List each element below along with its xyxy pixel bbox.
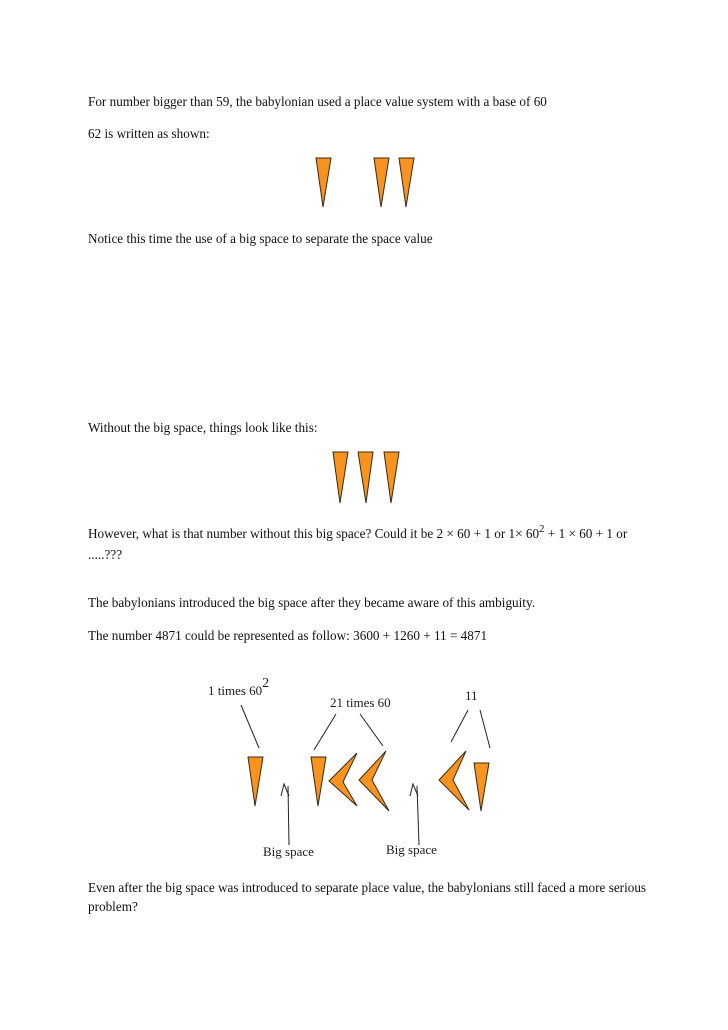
label-21-times-60: 21 times 60 xyxy=(330,695,391,710)
label-11: 11 xyxy=(465,688,478,703)
figure-no-space xyxy=(333,452,399,503)
paragraph-serious-problem: Even after the big space was introduced to separate place value, the babylonians still faced a more serious problem? xyxy=(88,880,647,914)
wedge-unit xyxy=(399,158,414,207)
wedge xyxy=(358,452,373,503)
corner-wedge xyxy=(359,751,389,811)
paragraph-base-60: For number bigger than 59, the babylonian used a place value system with a base of 60 xyxy=(88,94,547,109)
corner-wedge xyxy=(329,753,357,806)
label-1-times-60: 1 times 602 xyxy=(208,676,270,698)
label-big-space-1: Big space xyxy=(263,844,314,859)
pointer-line xyxy=(360,714,383,746)
wedge-unit xyxy=(474,763,489,811)
wedge xyxy=(333,452,348,503)
corner-wedge xyxy=(439,751,469,810)
wedge xyxy=(384,452,399,503)
wedge-ten-place xyxy=(311,757,326,806)
wedge-3600 xyxy=(248,757,263,806)
paragraph-introduced-space: The babylonians introduced the big space after they became aware of this ambiguity. xyxy=(88,595,535,610)
paragraph-ambiguity-question: However, what is that number without this big space? Could it be 2 × 60 + 1 or $1\times 60^2 + 1 \times 60 + 1$ or .....??? xyxy=(88,523,628,562)
paragraph-62-written: 62 is written as shown: xyxy=(88,126,210,141)
pointer-line xyxy=(241,705,259,748)
wedge-sixty xyxy=(316,158,331,207)
paragraph-4871: The number 4871 could be represented as follow: 3600 + 1260 + 11 = 4871 xyxy=(88,628,488,643)
paragraph-without-space: Without the big space, things look like this: xyxy=(88,420,318,435)
label-big-space-2: Big space xyxy=(386,842,437,857)
pointer-line xyxy=(480,710,490,748)
pointer-line xyxy=(451,710,468,742)
wedge-unit xyxy=(374,158,389,207)
paragraph-big-space-note: Notice this time the use of a big space to separate the space value xyxy=(88,231,433,246)
pointer-line xyxy=(314,714,336,750)
figure-62 xyxy=(316,158,414,207)
figure-4871 xyxy=(241,705,490,845)
